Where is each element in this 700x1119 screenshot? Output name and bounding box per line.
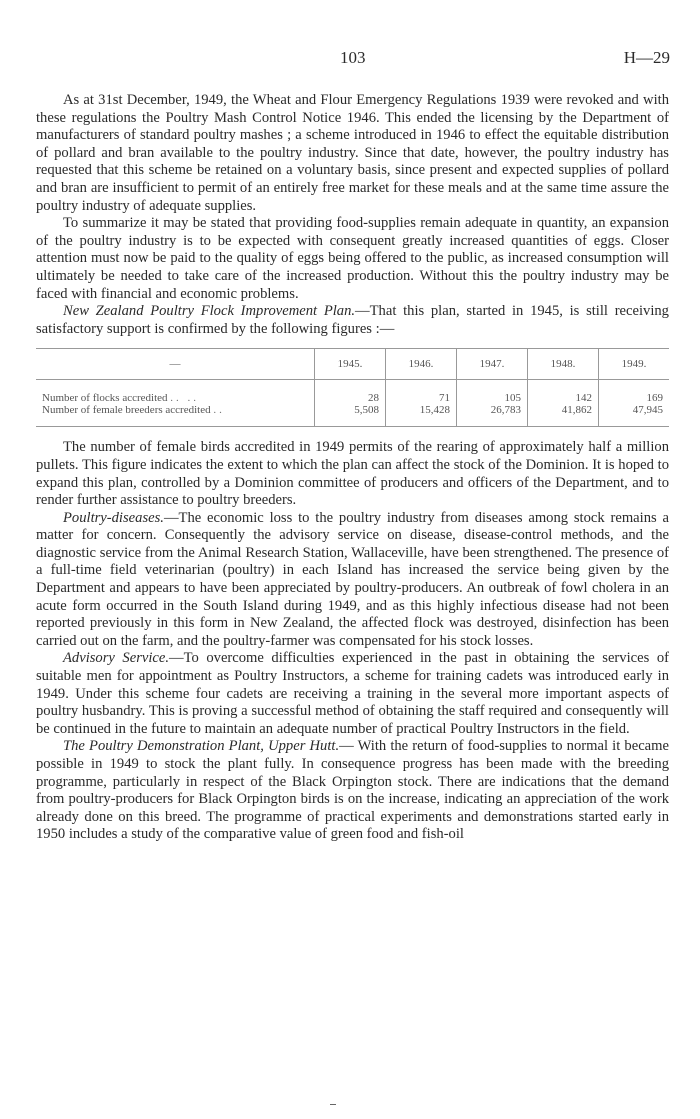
heading-flock-plan: New Zealand Poultry Flock Improvement Plan. xyxy=(63,303,356,320)
heading-advisory: Advisory Service. xyxy=(63,650,170,667)
text-diseases: —The economic loss to the poultry industry from diseases among stock remains a matter for concern. Consequently the advisory service on disease, disease-control methods, and the diagnostic service from the Animal Research Station, Wallaceville, have been strengthened. The presence of a full-time field veterinarian (poultry) in each Island has increased the service being given by the Department and appears to have been appreciated by poultry-producers. An outbreak of fowl cholera in an acute form occurred in the South Island during 1949, and as this highly infectious disease had not been reported previously in this form in New Zealand, the affected flock was destroyed, disinfection has been carried out on the farm, and the poultry-farmer was compensated for his stock losses. xyxy=(36,509,669,649)
text-demonstration-plant: — With the return of food-supplies to normal it became possible in 1949 to stock the plant fully. In consequence progress has been made with the breeding programme, particularly in respect of the Black Orpington stock. There are indications that the demand from poultry-producers for Black Orpington birds is on the increase, indicating an appreciation of the work already done on this breed. The programme of practical experiments and demonstrations started early in 1950 includes a study of the comparative value of green food and fish-oil xyxy=(36,738,669,843)
table-cell: 105 xyxy=(457,380,528,405)
table-cell: 47,945 xyxy=(599,404,670,427)
table-cell: 28 xyxy=(315,380,386,405)
year-header: 1949. xyxy=(599,349,670,380)
table-cell: 26,783 xyxy=(457,404,528,427)
year-header: 1946. xyxy=(386,349,457,380)
year-header: 1945. xyxy=(315,349,386,380)
table-cell: 15,428 xyxy=(386,404,457,427)
paragraph-female-birds: The number of female birds accredited in 1949 permits of the rearing of approximately half a million pullets. This figure indicates the extent to which the plan can affect the stock of the Dominion. It is hoped to expand this plan, controlled by a Dominion committee of producers and officers of the Department, and to render further assistance to poultry breeders. xyxy=(36,439,669,509)
year-header: 1948. xyxy=(528,349,599,380)
accreditation-table xyxy=(36,348,669,427)
table-corner: — xyxy=(36,349,315,380)
paragraph-summary: To summarize it may be stated that providing food-supplies remain adequate in quantity, an expansion of the poultry industry is to be expected with consequent greatly increased quantities of eggs. Closer attention must now be paid to the quality of eggs being offered to the public, as increased consumption will ultimately be needed to take care of the increased production. Without this the poultry industry may be faced with financial and economic problems. xyxy=(36,215,669,302)
paragraph-advisory xyxy=(36,650,669,738)
paragraph-flock-plan xyxy=(36,303,669,338)
page-number: 103 xyxy=(340,48,366,67)
table-row xyxy=(36,404,669,427)
table-cell: 71 xyxy=(386,380,457,405)
footer-mark xyxy=(330,1104,336,1105)
table-cell: 169 xyxy=(599,380,670,405)
heading-demonstration-plant: The Poultry Demonstration Plant, Upper Hutt. xyxy=(63,738,340,755)
paragraph-regulations: As at 31st December, 1949, the Wheat and Flour Emergency Regulations 1939 were revoked and with these regulations the Poultry Mash Control Notice 1946. This ended the licensing by the Department of manufacturers of standard poultry mashes ; a scheme introduced in 1946 to effect the equitable distribution of pollard and bran available to the poultry industry. Since that date, however, the poultry industry has requested that this scheme be retained on a voluntary basis, since present and expected supplies of pollard and bran are insufficient to permit of an entirely free market for these meals and at the same time assure the poultry industry of adequate supplies. xyxy=(36,92,669,214)
table-cell: 142 xyxy=(528,380,599,405)
text-advisory: —To overcome difficulties experienced in the past in obtaining the services of suitable men for appointment as Poultry Instructors, a scheme for training cadets was introduced early in 1949. Under this scheme four cadets are receiving a training in the several more important aspects of poultry husbandry. This is proving a successful method of obtaining the staff required and consequently will be continued in the future to maintain an adequate number of practical Poultry Instructors in the field. xyxy=(36,650,669,737)
table-cell: 41,862 xyxy=(528,404,599,427)
row-label: Number of female breeders accredited .. xyxy=(36,404,315,427)
text-flock-plan: —That this plan, started in 1945, is still receiving satisfactory support is confirmed by the following figures :— xyxy=(36,303,669,337)
table-cell: 5,508 xyxy=(315,404,386,427)
row-label: Number of flocks accredited .. .. xyxy=(42,392,200,405)
paragraph-demonstration-plant xyxy=(36,738,669,844)
heading-diseases: Poultry-diseases. xyxy=(63,509,164,526)
table-row xyxy=(36,380,669,405)
document-code: H—29 xyxy=(623,48,670,67)
page-body xyxy=(36,92,669,844)
paragraph-diseases xyxy=(36,510,669,651)
year-header: 1947. xyxy=(457,349,528,380)
